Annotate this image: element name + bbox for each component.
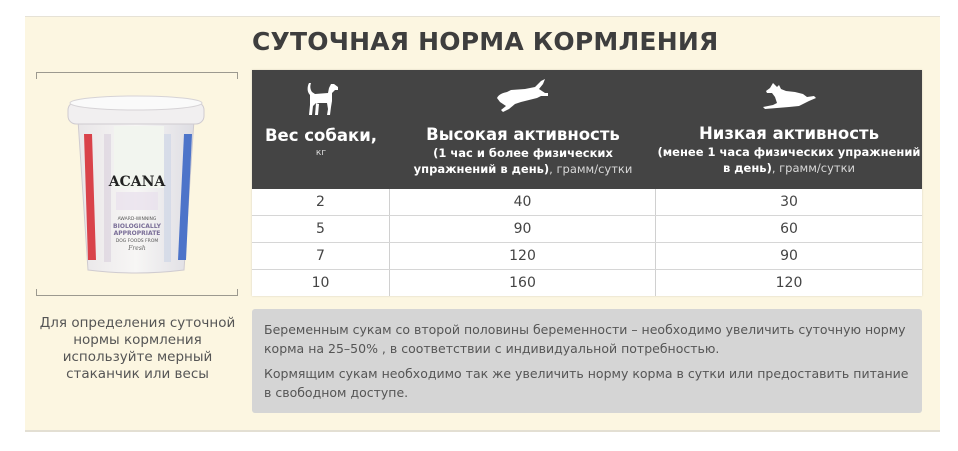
column-header-low-activity <box>656 70 922 189</box>
table-body <box>252 189 922 296</box>
measuring-caption: Для определения суточной нормы кормления используйте мерный стаканчик или весы <box>39 315 236 382</box>
cell-low-activity: 120 <box>775 275 803 291</box>
svg-text:BIOLOGICALLY: BIOLOGICALLY <box>113 223 161 230</box>
cell-low-activity: 30 <box>780 194 798 210</box>
pregnancy-note-box <box>252 309 922 413</box>
note-nursing: Кормящим сукам необходимо так же увеличить норму корма в сутки или предоставить питание в свободном доступе. <box>264 366 909 400</box>
svg-text:ACANA: ACANA <box>108 174 166 190</box>
frame-bracket-bottom <box>36 289 238 296</box>
weight-unit: кг <box>315 148 327 158</box>
feeding-chart-panel <box>25 16 940 432</box>
cell-low-activity: 90 <box>780 248 798 264</box>
cell-low-activity: 60 <box>780 221 798 237</box>
cell-high-activity: 90 <box>390 216 656 242</box>
page-title: СУТОЧНАЯ НОРМА КОРМЛЕНИЯ <box>252 27 719 56</box>
low-activity-title: Низкая активность <box>698 124 880 143</box>
cell-high-activity: 40 <box>390 189 656 215</box>
column-header-high-activity <box>390 70 656 189</box>
table-row <box>252 189 922 215</box>
high-activity-title: Высокая активность <box>426 125 620 144</box>
cell-weight: 10 <box>252 270 390 296</box>
table-row <box>252 242 922 269</box>
table-header <box>252 70 922 189</box>
weight-title: Вес собаки, <box>264 126 378 145</box>
table-row <box>252 269 922 296</box>
column-header-weight <box>252 70 390 189</box>
product-image-frame <box>36 72 236 296</box>
lying-dog-icon <box>759 79 819 113</box>
high-activity-detail: (1 час и более физических упражнений в день), грамм/сутки <box>413 146 633 176</box>
cell-high-activity: 160 <box>390 270 656 296</box>
standing-dog-icon <box>301 79 341 119</box>
note-pregnant: Беременным сукам со второй половины беременности – необходимо увеличить суточную норму корма на 25–50% , в соответствии с индивидуальной потребностью. <box>264 322 906 356</box>
svg-text:APPROPRIATE: APPROPRIATE <box>113 230 161 237</box>
cell-weight: 2 <box>252 189 390 215</box>
table-row <box>252 215 922 242</box>
low-activity-detail: (менее 1 часа физических упражнений в день), грамм/сутки <box>657 145 921 175</box>
feeding-table <box>252 70 922 296</box>
cell-weight: 5 <box>252 216 390 242</box>
cell-weight: 7 <box>252 243 390 269</box>
measuring-cup-image <box>64 90 208 278</box>
running-dog-icon <box>493 76 553 114</box>
svg-text:DOG FOODS FROM: DOG FOODS FROM <box>115 239 159 244</box>
cell-high-activity: 120 <box>390 243 656 269</box>
svg-text:Fresh: Fresh <box>128 245 146 252</box>
svg-text:AWARD-WINNING: AWARD-WINNING <box>117 217 157 222</box>
frame-bracket-top <box>36 72 238 79</box>
